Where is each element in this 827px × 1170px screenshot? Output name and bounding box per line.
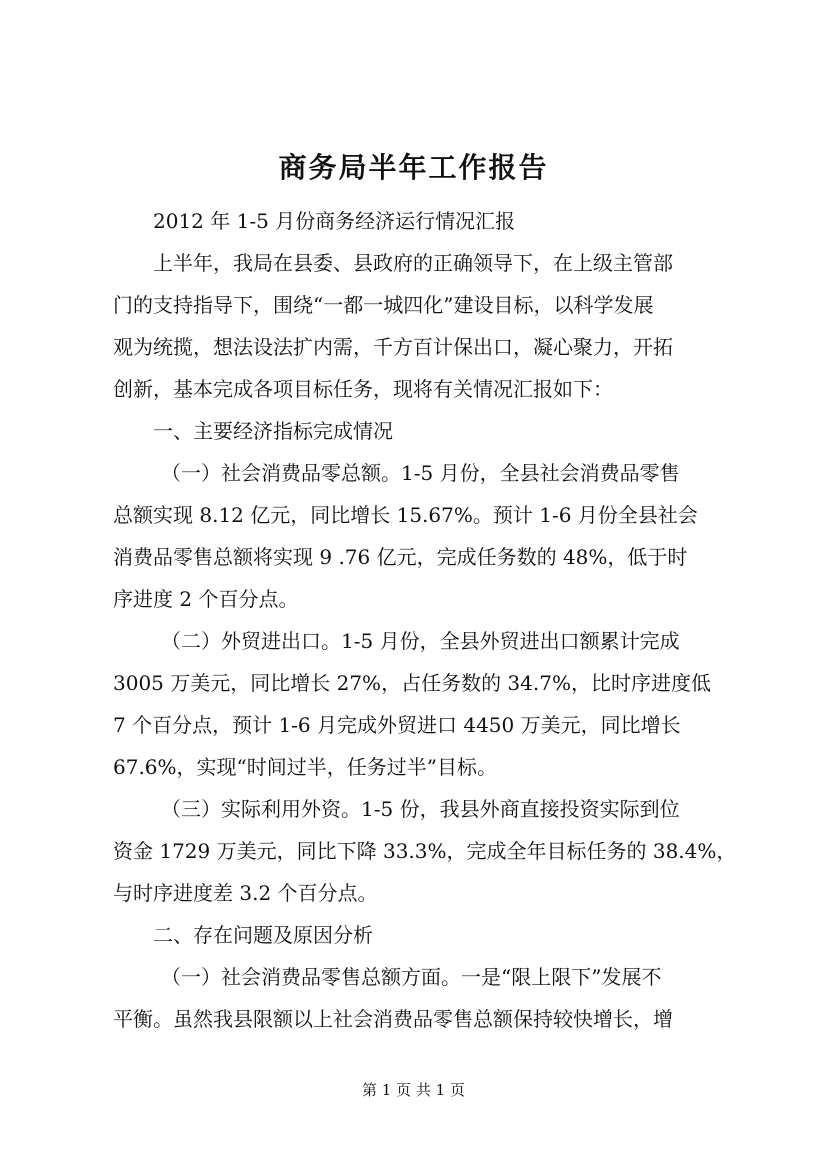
page-footer: 第 1 页 共 1 页 xyxy=(362,1081,465,1099)
paragraph-line: 序进度 2 个百分点。 xyxy=(113,587,299,611)
subtitle-line: 2012 年 1-5 月份商务经济运行情况汇报 xyxy=(153,209,516,233)
paragraph-line: （一）社会消费品零售总额方面。一是“限上限下”发展不 xyxy=(161,965,662,989)
paragraph-line: 3005 万美元，同比增长 27%，占任务数的 34.7%，比时序进度低 xyxy=(113,671,711,695)
paragraph-line: 平衡。虽然我县限额以上社会消费品零售总额保持较快增长，增 xyxy=(113,1007,673,1031)
paragraph-line: （三）实际利用外资。1-5 份，我县外商直接投资实际到位 xyxy=(161,797,680,821)
document-title: 商务局半年工作报告 xyxy=(278,151,549,184)
paragraph-line: 门的支持指导下，围绕“一都一城四化”建设目标，以科学发展 xyxy=(113,293,654,317)
paragraph-line: 消费品零售总额将实现 9 .76 亿元，完成任务数的 48%，低于时 xyxy=(113,545,688,569)
paragraph-line: 与时序进度差 3.2 个百分点。 xyxy=(113,881,378,905)
paragraph-line: 资金 1729 万美元，同比下降 33.3%，完成全年目标任务的 38.4%， xyxy=(113,839,737,863)
paragraph-line: 67.6%，实现“时间过半，任务过半”目标。 xyxy=(113,755,497,779)
paragraph-line: 观为统揽，想法设法扩内需，千方百计保出口，凝心聚力，开拓 xyxy=(113,335,673,359)
paragraph-line: （一）社会消费品零总额。1-5 月份，全县社会消费品零售 xyxy=(161,461,680,485)
paragraph-line: 上半年，我局在县委、县政府的正确领导下，在上级主管部 xyxy=(153,251,673,275)
document-body xyxy=(113,200,743,1040)
paragraph-line: 创新，基本完成各项目标任务，现将有关情况汇报如下： xyxy=(113,377,613,401)
paragraph-line: （二）外贸进出口。1-5 月份，全县外贸进出口额累计完成 xyxy=(161,629,680,653)
section-heading: 一、主要经济指标完成情况 xyxy=(153,419,393,443)
paragraph-line: 7 个百分点，预计 1-6 月完成外贸进口 4450 万美元，同比增长 xyxy=(113,713,681,737)
section-heading: 二、存在问题及原因分析 xyxy=(153,923,373,947)
paragraph-line: 总额实现 8.12 亿元，同比增长 15.67%。预计 1-6 月份全县社会 xyxy=(113,503,698,527)
